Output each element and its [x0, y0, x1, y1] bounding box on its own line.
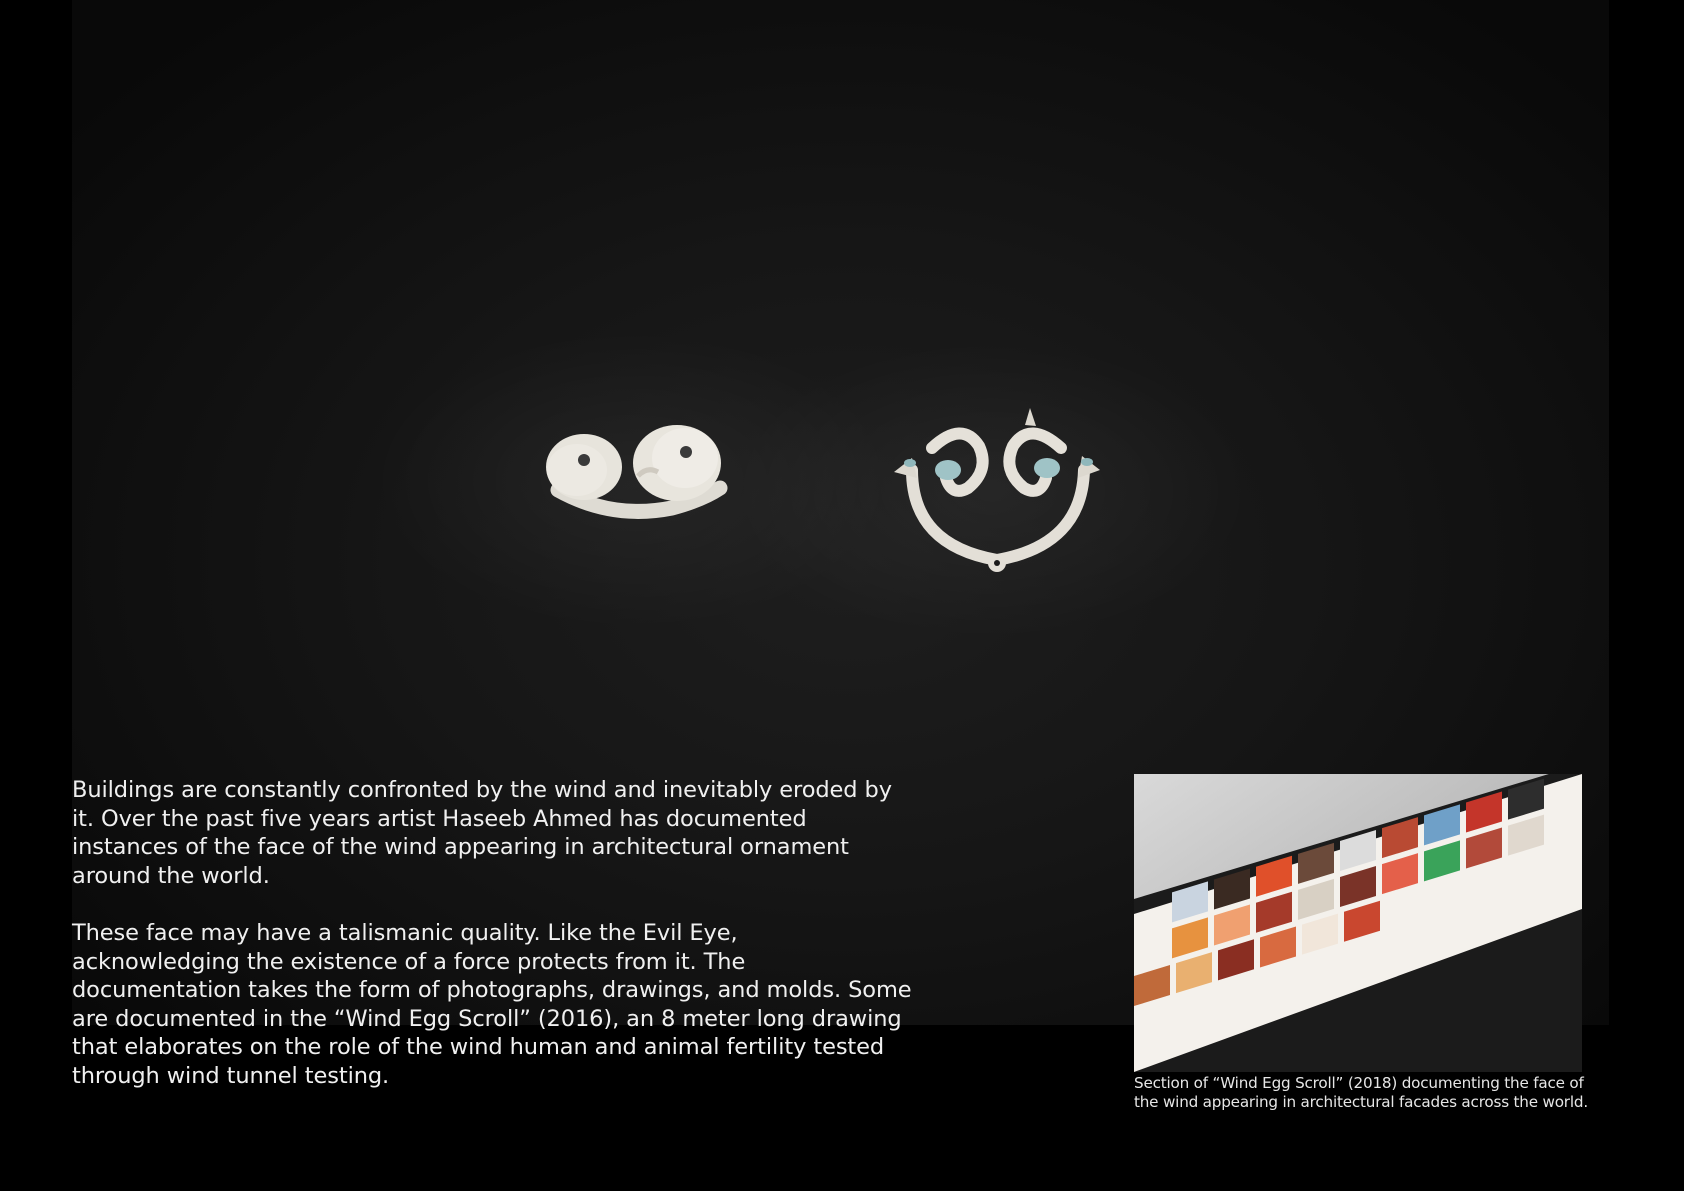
paragraph-talisman: These face may have a talismanic quality. Like the Evil Eye, acknowledging the existence of a force protects from it. The documentation takes the form of photographs, drawings, and molds. Some are documented in the “Wind Egg Scroll” (2016), an 8 meter long drawing that elaborates on the role of the wind human and animal fertility tested through wind tunnel testing.	[72, 919, 912, 1089]
scroll-illustration	[1134, 774, 1582, 1072]
photo-caption: Section of “Wind Egg Scroll” (2018) documenting the face of the wind appearing in architectural facades across the world.	[1134, 1074, 1588, 1111]
paragraph-intro: Buildings are constantly confronted by the wind and inevitably eroded by it. Over the past five years artist Haseeb Ahmed has documented instances of the face of the wind appearing in architectural ornament around the world.	[72, 777, 892, 889]
body-text	[72, 776, 912, 1091]
wind-egg-scroll-photo	[1134, 774, 1582, 1072]
